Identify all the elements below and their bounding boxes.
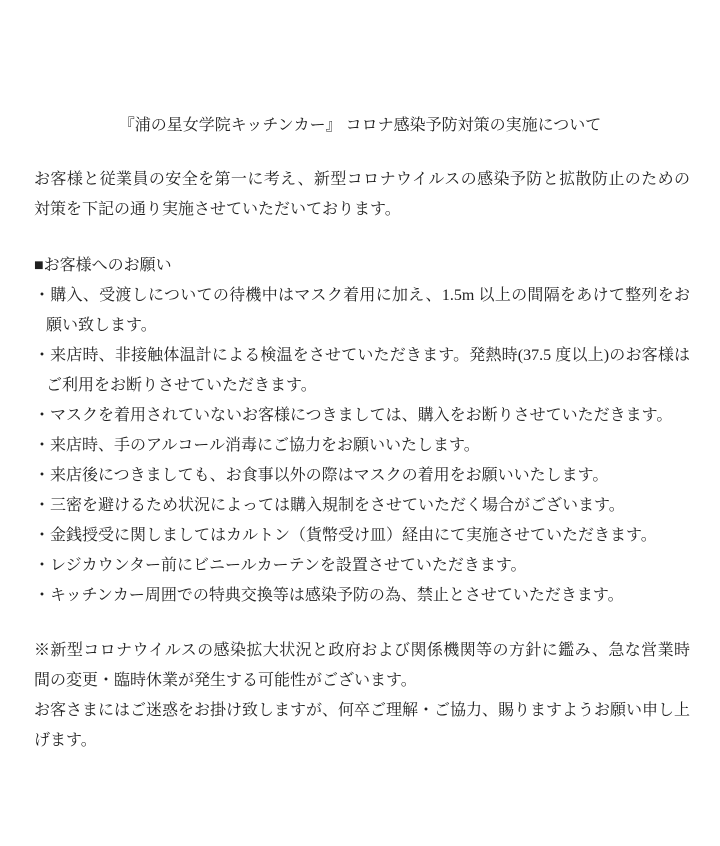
intro-line: お客様と従業員の安全を第一に考え、新型コロナウイルスの感染予防と拡散防止のための: [34, 171, 690, 188]
bullet-line: ・レジカウンター前にビニールカーテンを設置させていただきます。: [34, 557, 527, 574]
bullet-line: ・来店時、非接触体温計による検温をさせていただきます。発熱時(37.5 度以上)のお客様は: [34, 347, 690, 364]
section-heading: ■お客様へのお願い: [34, 257, 172, 274]
customer-requests-section: [34, 251, 690, 611]
document-title: 『浦の星女学院キッチンカー』 コロナ感染予防対策の実施について: [118, 117, 602, 134]
note-line: ※新型コロナウイルスの感染拡大状況と政府および関係機関等の方針に鑑み、急な営業時: [34, 642, 690, 659]
notes-paragraph: [34, 636, 690, 756]
bullet-line: ・金銭授受に関しましてはカルトン（貨幣受け皿）経由にて実施させていただきます。: [34, 527, 657, 544]
intro-paragraph: [34, 165, 690, 225]
bullet-continuation-line: 願い致します。: [46, 317, 157, 334]
bullet-line: ・来店後につきましても、お食事以外の際はマスクの着用をお願いいたします。: [34, 467, 609, 484]
note-line: 間の変更・臨時休業が発生する可能性がございます。: [34, 672, 417, 689]
bullet-line: ・来店時、手のアルコール消毒にご協力をお願いいたします。: [34, 437, 480, 454]
bullet-continuation-line: ご利用をお断りさせていただきます。: [46, 377, 317, 394]
bullet-line: ・購入、受渡しについての待機中はマスク着用に加え、1.5m 以上の間隔をあけて整列をお: [34, 287, 690, 304]
bullet-line: ・三密を避けるため状況によっては購入規制をさせていただく場合がございます。: [34, 497, 625, 514]
note-line: お客さまにはご迷惑をお掛け致しますが、何卒ご理解・ご協力、賜りますようお願い申し上: [34, 702, 691, 719]
bullet-line: ・キッチンカー周囲での特典交換等は感染予防の為、禁止とさせていただきます。: [34, 587, 624, 604]
note-line: げます。: [34, 732, 97, 749]
intro-line: 対策を下記の通り実施させていただいております。: [34, 201, 401, 218]
bullet-line: ・マスクを着用されていないお客様につきましては、購入をお断りさせていただきます。: [34, 407, 673, 424]
